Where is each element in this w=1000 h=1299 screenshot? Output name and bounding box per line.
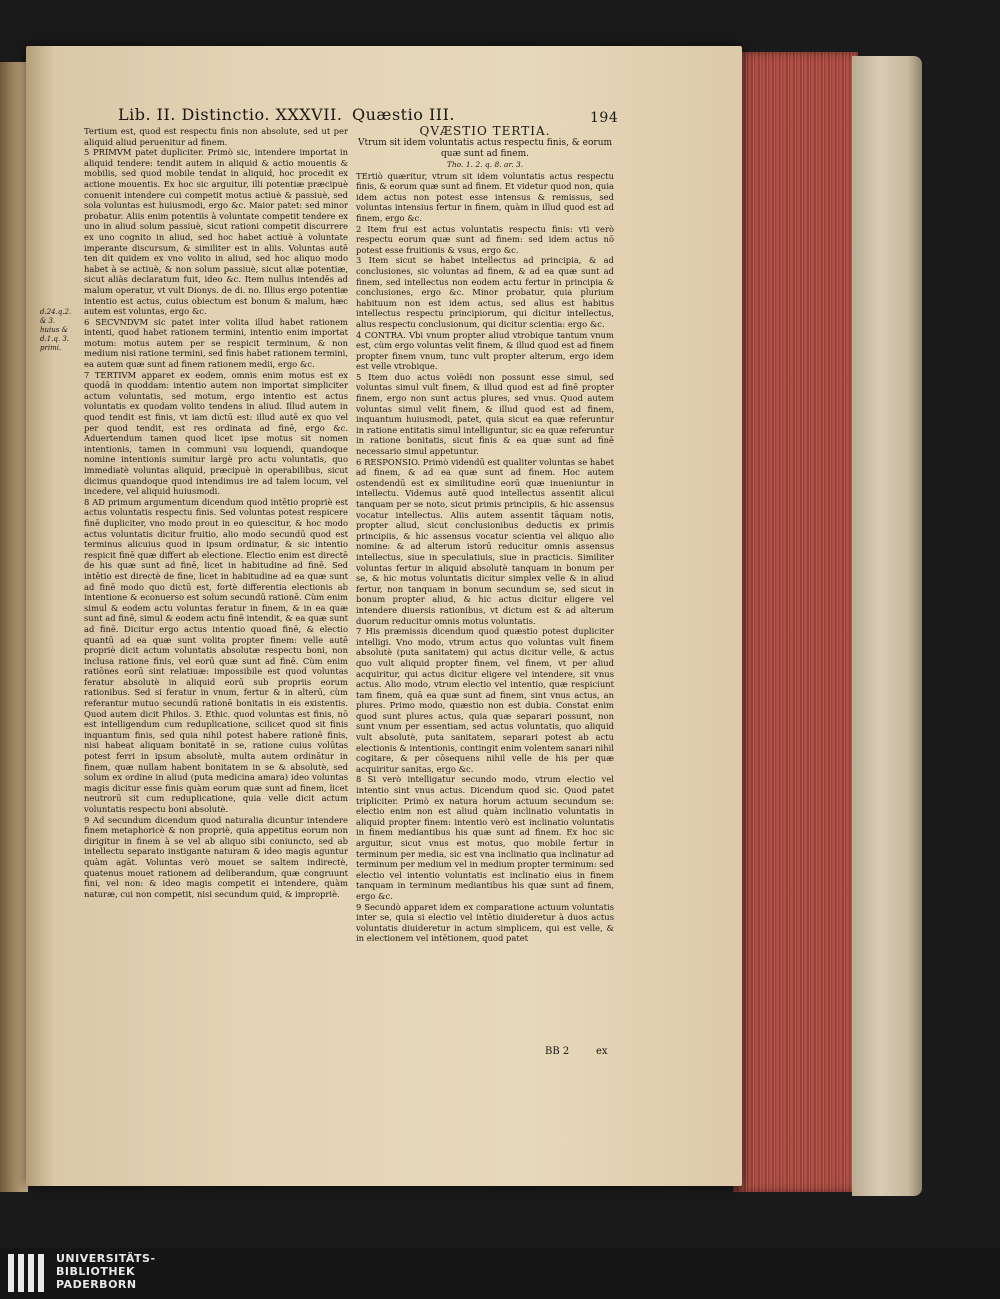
library-logo-icon: [8, 1254, 46, 1292]
margin-note: d.24.q.2. & 3. huius & d.1.q. 3. primi.: [40, 308, 72, 352]
left-paragraph: Tertium est, quod est respectu finis non absolute, sed ut per aliquid aliud peruenitur ad finem.: [84, 126, 348, 147]
running-head-left: Lib. II. Distinctio. XXXVII.: [118, 105, 343, 124]
question-title: QVÆSTIO TERTIA.: [419, 124, 551, 138]
folio-number: 194: [590, 110, 619, 126]
left-column: [84, 126, 348, 899]
library-name-line: PADERBORN: [56, 1278, 137, 1291]
library-name: [56, 1252, 156, 1291]
left-paragraph: 7 TERTIVM apparet ex eodem, omnis enim motus est ex quodā in quoddam: intentio autem non importat simpliciter actum voluntatis, sed motum, ergo intentio est actus voluntatis ex quodam volito tendens in aliud. Illud autem in quod tendit est finis, vt iam dictū est: illud autē ex quo vel per quod tendit, est res ordinata ad finē, ergo &c. Aduertendum tamen quod licet ipse motus sit nomen intentionis, tamen in communi vsu loquendi, quandoque nomine intentionis sumitur largè pro actu voluntatis, quo immediatè voluntas aliquid, præcipuè in operabilibus, sicut dicimus quandoque quod intendimus ire ad talem locum, vel incedere, vel aliquid huiusmodi.: [84, 369, 348, 497]
right-paragraph: 4 CONTRA. Vbi vnum propter aliud vtrobique tantum vnum est, cùm ergo voluntas velit finem, & illud quod est ad finem propter finem vnum, tunc vult propter alterum, ergo idem est velle vtrobique.: [356, 329, 614, 372]
right-paragraph: 2 Item frui est actus voluntatis respectu finis: vti verò respectu eorum quæ sunt ad finem: sed idem actus nō potest esse fruitionis & vsus, ergo &c.: [356, 223, 614, 255]
catchword: ex: [596, 1046, 608, 1057]
right-paragraph: 6 RESPONSIO. Primò videndū est qualiter voluntas se habet ad finem, & ad ea quæ sunt ad finem. Hoc autem ostendendū est ex similitudine eorū quæ inueniuntur in intellectu. Videmus autē quod intellectus assentit alicui tanquam per se noto, sicut primis principiis, & hic assensus vocatur intellectus. Aliis autem assentit tāquam notis, propter aliud, sicut conclusionibus deductis ex primis principiis, & hic assensus vocatur scientia vel aliquo alio nomine: & ad alterum istorū reducitur omnis assensus intellectus, siue in speculatiuis, siue in practicis. Similiter voluntas fertur in aliquid absolutè tanquam in bonum per se, & hic motus voluntatis dicitur simplex velle & in aliud fertur, non tanquam in bonum secundum se, sed sicut in bonum propter aliud, & hic actus dicitur eligere vel intendere diuersis rationibus, vt dictum est & ad alterum duorum reducitur omnis motus voluntatis.: [356, 456, 614, 626]
question-reference: Tho. 1. 2. q. 8. ar. 3.: [446, 160, 524, 169]
right-paragraph: 5 Item duo actus volēdi non possunt esse simul, sed voluntas simul vult finem, & illud quod est ad finē propter finem, ergo non sunt actus plures, sed vnus. Quod autem voluntas simul velit finem, & illud quod est ad finem, inquantum huiusmodi, patet, quia sicut ea quæ referuntur in ratione entitatis simul intelliguntur, sic ea quæ referuntur in ratione bonitatis, sicut finis & ea quæ sunt ad finē necessario simul appetuntur.: [356, 371, 614, 457]
right-column: [356, 124, 614, 944]
running-head-right: Quæstio III.: [352, 105, 455, 124]
left-paragraph: 6 SECVNDVM sic patet inter volita illud habet rationem intenti, quod habet rationem termini, intentio enim importat motum: motus autem per se respicit terminum, & non medium nisi ratione termini, sed finis habet rationem termini, ea autem quæ sunt ad finem rationem medii, ergo &c.: [84, 316, 348, 370]
red-fore-edge: [733, 52, 858, 1192]
signature-mark: BB 2: [545, 1046, 570, 1057]
right-paragraph: 3 Item sicut se habet intellectus ad principia, & ad conclusiones, sic voluntas ad finem, & ad ea quæ sunt ad finem, sed intellectus non eodem actu fertur in principia & conclusiones, ergo &c. Minor probatur, quia plurium habituum non est idem actus, sed alius est habitus intellectus respectu principiorum, qui dicitur intellectus, alius respectu conclusionum, qui dicitur scientia: ergo &c.: [356, 255, 614, 329]
library-name-line: UNIVERSITÄTS-: [56, 1252, 156, 1265]
previous-page-edge: [0, 62, 28, 1192]
right-paragraph: 7 His præmissis dicendum quod quæstio potest dupliciter intelligi. Vno modo, vtrum actus quo voluntas vult finem absolutè (puta sanitatem) qui actus dicitur velle, & actus quo vult aliquid propter finem, vel finem, vt per aliud acquiritur, qui actus dicitur eligere vel intendere, sit vnus actus. Alio modo, vtrum electio vel intentio, quæ respiciunt tam finem, quā ea quæ sunt ad finem, sint vnus actus, an plures. Primo modo, quæstio non est dubia. Constat enim quod sunt plures actus, quia quæ separari possunt, non sunt vnum per essentiam, sed actus voluntatis, quo aliquid vult absolutè, puta sanitatem, separari potest ab actu electionis & intentionis, contingit enim volentem sanari nihil cogitare, & per cōsequens nihil velle de his per quæ acquiritur sanitas, ergo &c.: [356, 626, 614, 774]
left-paragraph: 9 Ad secundum dicendum quod naturalia dicuntur intendere finem metaphoricè & non propriè, quia appetitus eorum non dirigitur in finem à se vel ab aliquo sibi coniuncto, sed ab intellectu separato instigante naturam & ideo magis aguntur quàm agāt. Voluntas verò mouet se saltem indirectè, quatenus mouet rationem ad deliberandum, quæ congruunt fini, vel non: & ideo magis competit ei intendere, quàm naturæ, cui non competit, nisi secundum quid, & impropriè.: [84, 814, 348, 899]
right-paragraph: TErtiò quæritur, vtrum sit idem voluntatis actus respectu finis, & eorum quæ sunt ad finem. Et videtur quod non, quia idem actus non potest esse intensus & remissus, sed voluntas intensius fertur in finem, quàm in illud quod est ad finem, ergo &c.: [356, 170, 614, 223]
library-name-line: BIBLIOTHEK: [56, 1265, 136, 1278]
question-subtitle: Vtrum sit idem voluntatis actus respectu finis, & eorum quæ sunt ad finem.: [357, 138, 613, 159]
left-paragraph: 5 PRIMVM patet dupliciter. Primò sic, intendere importat in aliquid tendere: tendit autem in aliquid & actio mouentis & mobilis, sed quod mobile tendat in aliquid, hoc procedit ex actione mouentis. Ex hoc sic arguitur, illi potentiæ præcipuè conuenit intendere cui competit motus actiuè & passiuè, sed sola voluntas est huiusmodi, ergo &c. Maior patet: sed minor probatur. Aliis enim potentiis à voluntate competit tendere ex uno in aliud solum passiuè, sicut rationi competit discurrere ex uno cognito in aliud, sed hoc habet actiuè à voluntate imperante discursum, & similiter est in aliis. Voluntas autē ten dit quidem ex vno volito in aliud, sed hoc aliquo modo habet à se actiuè, & non solum passiuè, sicut aliæ potentiæ, sicut aliàs declaratum fuit, ideo &c. Item nullus intendēs ad malum operatur, vt vult Dionys. de di. no. Illius ergo potentiæ intentio est actus, cuius obiectum est bonum & malum, hæc autem est voluntas, ergo &c.: [84, 147, 348, 317]
right-paragraph: 9 Secundò apparet idem ex comparatione actuum voluntatis inter se, quia si electio vel intētio diuideretur à duos actus voluntatis diuideretur in actum simplicem, qui est velle, & in electionem vel intētionem, quod patet: [356, 901, 614, 944]
left-paragraph: 8 AD primum argumentum dicendum quod intētio propriè est actus voluntatis respectu finis. Sed voluntas potest respicere finē dupliciter, vno modo prout in eo quiescitur, & hoc modo actus voluntatis dicitur fruitio, alio modo secundū quod est terminus alicuius quod in ipsum ordinatur, & sic intentio respicit finē quæ differt ab electione. Electio enim est directē de his quæ sunt ad finē, licet in habitudine ad finē. Sed intētio est directè de fine, licet in habitudine ad ea quæ sunt ad finē modo quo dictū est, fortè differentia electionis ab intentione & econuerso est solum secundū rationē. Cùm enim simul & eodem actu voluntas feratur in finem, & in ea quæ sunt ad finē, simul & eodem actu finē intendit, & ea quæ sunt ad finē. Dicitur ergo actus intentio quoad finē, & electio quantū ad ea quæ sunt volita propter finem: velle autē propriè dicit actum voluntatis absolutæ respectu boni, non inclusa ratione finis, vel eorū quæ sunt ad finē. Cùm enim ratiōnes eorū sint relatiuæ: impossibile est quod voluntas feratur absolutè in aliquid eorū sub propriis eorum rationibus. Sed si feratur in vnum, fertur & in alterū, cùm referantur mutuo secundū rationē bonitatis in eis existentis. Quod autem dicit Philos. 3. Ethic. quod voluntas est finis, nō est intelligendum cum reduplicatione, scilicet quod sit finis inquantum finis, sed quia nihil potest habere rationē finis, nisi habeat aliquam bonitatē in se, ratione cuius volūtas potest ferri in ipsum absolutè, multa autem ordinātur in finem, quæ nullam habent bonitatem in se & absolutè, sed solum ex ordine in aliud (puta medicina amara) ideo voluntas magis dicitur esse finis quàm eorum quæ sunt ad finem, licet neutrorū sit cum reduplicatione, quia velle dicit actum voluntatis respectu boni absolutè.: [84, 496, 348, 814]
vellum-cover: [852, 56, 922, 1196]
footer-bar: [0, 1248, 1000, 1299]
right-paragraph: 8 Si verò intelligatur secundo modo, vtrum electio vel intentio sint vnus actus. Dicendum quod sic. Quod patet tripliciter. Primò ex natura horum actuum secundum se: electio enim non est aliud quàm inclinatio voluntatis in aliquid propter finem: intentio verò est inclinatio voluntatis in finem mediantibus his quæ sunt ad finem. Ex hoc sic arguitur, sicut vnus est motus, quo mobile fertur in terminum per media, sic est vna inclinatio qua inclinatur ad terminum per medium vel in medium propter terminum: sed electio vel intentio voluntatis est inclinatio eius in finem tanquam in terminum mediantibus his quæ sunt ad finem, ergo &c.: [356, 774, 614, 901]
